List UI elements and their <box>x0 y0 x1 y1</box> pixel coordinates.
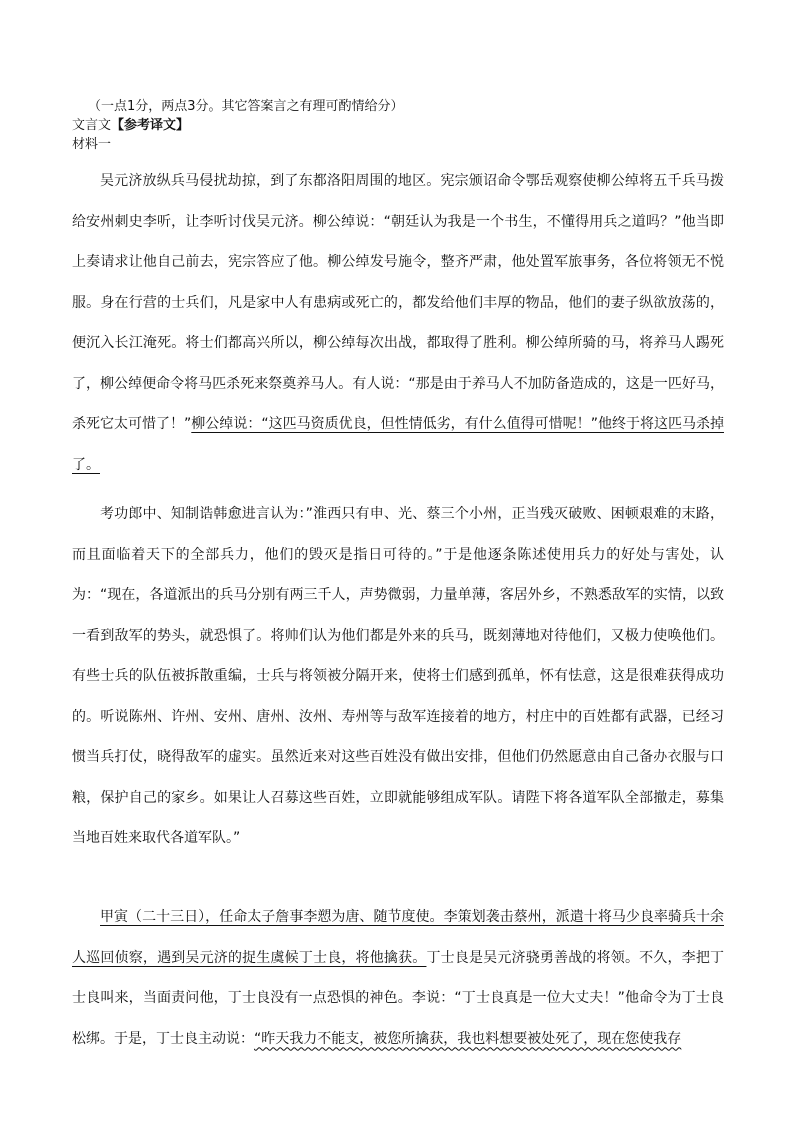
paragraph-3 <box>72 897 724 1059</box>
section-heading <box>72 117 189 135</box>
paragraph-3-text: 丁士良是吴元济骁勇善战的将领。不久，李把丁士良叫来，当面责问他，丁士良没有一点恐惧的神色。李说：“丁士良真是一位大丈夫！”他命令为丁士良松绑。于是，丁士良主动说： <box>72 949 725 1047</box>
section-prefix: 文言文 <box>72 118 112 133</box>
material-label: 材料一 <box>72 137 112 152</box>
paragraph-1-underlined-text: 柳公绰说：“这匹马资质优良，但性情低劣，有什么值得可惜呢！”他终于将这匹马杀掉了。 <box>72 416 724 473</box>
paragraph-1 <box>72 161 724 485</box>
paragraph-1-text: 吴元济放纵兵马侵扰劫掠，到了东都洛阳周围的地区。宪宗颁诏命令鄂岳观察使柳公绰将五千兵马拨给安州刺史李听，让李听讨伐吴元济。柳公绰说：“朝廷认为我是一个书生，不懂得用兵之道吗？”他当即上奏请求让他自己前去，宪宗答应了他。柳公绰发号施令，整齐严肃，他处置军旅事务，各位将领无不悦服。身在行营的士兵们，凡是家中人有患病或死亡的，都发给他们丰厚的物品，他们的妻子纵欲放荡的，便沉入长江淹死。将士们都高兴所以，柳公绰每次出战，都取得了胜利。柳公绰所骑的马，将养马人踢死了，柳公绰便命令将马匹杀死来祭奠养马人。有人说：“那是由于养马人不加防备造成的，这是一匹好马，杀死它太可惜了！” <box>72 173 724 432</box>
paragraph-3-underlined-text: 甲寅（二十三日），任命太子詹事李愬为唐、随节度使。李策划袭击蔡州，派遣十将马少良率骑兵十余人巡回侦察，遇到吴元济的捉生虞候丁士良，将他擒获。 <box>72 909 724 966</box>
scoring-note: （一点1分，两点3分。其它答案言之有理可酌情给分） <box>88 99 404 114</box>
section-title: 【参考译文】 <box>111 118 190 133</box>
paragraph-3-wavy-underlined-text: “昨天我力不能支，被您所擒获，我也料想要被处死了，现在您使我存 <box>254 1030 682 1047</box>
paragraph-2: 考功郎中、知制诰韩愈进言认为：”淮西只有申、光、蔡三个小州，正当残灭破败、困顿艰难的末路，而且面临着天下的全部兵力，他们的毁灭是指日可待的。”于是他逐条陈述使用兵力的好处与害处，认为：“现在，各道派出的兵马分别有两三千人，声势微弱，力量单薄，客居外乡，不熟悉敌军的实情，以致一看到敌军的势头，就恐惧了。将帅们认为他们都是外来的兵马，既刻薄地对待他们，又极力使唤他们。有些士兵的队伍被拆散重编，士兵与将领被分隔开来，使将士们感到孤单，怀有怯意，这是很难获得成功的。听说陈州、许州、安州、唐州、汝州、寿州等与敌军连接着的地方，村庄中的百姓都有武器，已经习惯当兵打仗，晓得敌军的虚实。虽然近来对这些百姓没有做出安排，但他们仍然愿意由自己备办衣服与口粮，保护自己的家乡。如果让人召募这些百姓，立即就能够组成军队。请陛下将各道军队全部撤走，募集当地百姓来取代各道军队。” <box>72 506 724 846</box>
